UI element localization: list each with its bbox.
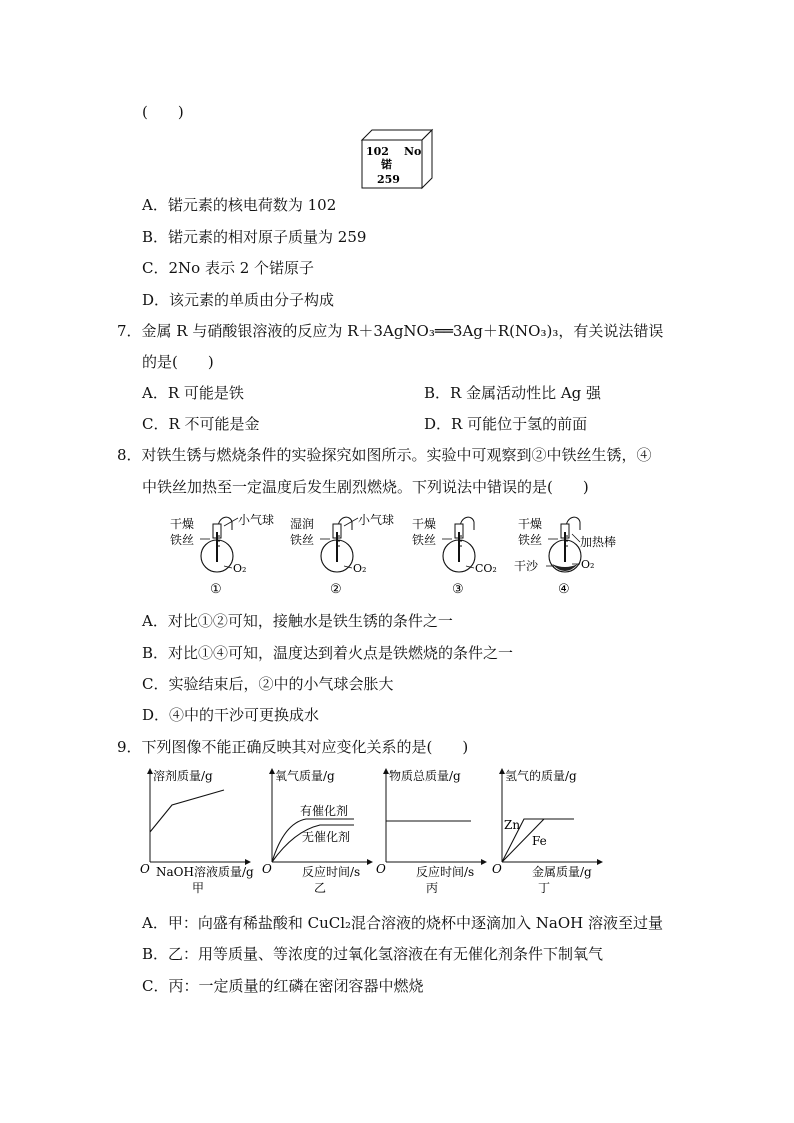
svg-text:O₂: O₂ xyxy=(233,562,247,575)
q7-stem-cont: 的是( ) xyxy=(142,353,214,371)
svg-text:NaOH溶液质量/g: NaOH溶液质量/g xyxy=(156,865,254,879)
svg-text:反应时间/s: 反应时间/s xyxy=(416,865,475,879)
q8-option-d: D．④中的干沙可更换成水 xyxy=(142,706,320,724)
q8-stem-cont: 中铁丝加热至一定温度后发生剧烈燃烧。下列说法中错误的是( ) xyxy=(142,478,589,496)
svg-text:铁丝: 铁丝 xyxy=(290,533,315,547)
q8-stem: 8．对铁生锈与燃烧条件的实验探究如图所示。实验中可观察到②中铁丝生锈，④ xyxy=(117,446,652,464)
svg-text:物质总质量/g: 物质总质量/g xyxy=(389,769,461,783)
svg-text:Zn: Zn xyxy=(504,818,521,832)
graphs-figure xyxy=(140,765,610,900)
graph-bing xyxy=(376,768,486,895)
graph-ding xyxy=(492,768,602,895)
graph-yi xyxy=(262,768,372,895)
svg-text:①: ① xyxy=(210,582,222,597)
svg-text:铁丝: 铁丝 xyxy=(170,533,195,547)
svg-text:甲: 甲 xyxy=(192,881,205,895)
apparatus-3 xyxy=(412,516,497,597)
svg-text:干燥: 干燥 xyxy=(412,517,437,531)
svg-text:O: O xyxy=(262,862,272,876)
q7-option-d: D．R 可能位于氢的前面 xyxy=(424,415,588,433)
svg-text:CO₂: CO₂ xyxy=(475,562,497,575)
svg-text:O: O xyxy=(492,862,502,876)
element-number: 102 xyxy=(366,145,389,158)
q6-option-c: C．2No 表示 2 个锘原子 xyxy=(142,259,315,277)
svg-text:铁丝: 铁丝 xyxy=(518,533,543,547)
q7-stem: 7．金属 R 与硝酸银溶液的反应为 R＋3AgNO₃══3Ag＋R(NO₃)₃，有关说法错误 xyxy=(117,322,664,340)
apparatus-figure xyxy=(160,508,630,600)
q9-option-c: C．丙：一定质量的红磷在密闭容器中燃烧 xyxy=(142,977,424,995)
svg-text:小气球: 小气球 xyxy=(358,513,395,527)
svg-text:氧气质量/g: 氧气质量/g xyxy=(275,769,335,783)
q9-option-a: A．甲：向盛有稀盐酸和 CuCl₂混合溶液的烧杯中逐滴加入 NaOH 溶液至过量 xyxy=(142,914,664,932)
q6-option-b: B．锘元素的相对原子质量为 259 xyxy=(142,228,367,246)
q7-option-a: A．R 可能是铁 xyxy=(142,384,244,402)
svg-text:反应时间/s: 反应时间/s xyxy=(302,865,361,879)
svg-text:铁丝: 铁丝 xyxy=(412,533,437,547)
svg-text:O₂: O₂ xyxy=(581,558,595,571)
svg-text:丁: 丁 xyxy=(538,881,551,895)
svg-text:溶剂质量/g: 溶剂质量/g xyxy=(153,769,213,783)
svg-text:有催化剂: 有催化剂 xyxy=(300,804,349,818)
svg-text:O₂: O₂ xyxy=(353,562,367,575)
q7-option-b: B．R 金属活动性比 Ag 强 xyxy=(424,384,602,402)
svg-text:乙: 乙 xyxy=(314,881,327,895)
svg-text:④: ④ xyxy=(558,582,570,597)
svg-text:干燥: 干燥 xyxy=(518,517,543,531)
q9-option-b: B．乙：用等质量、等浓度的过氧化氢溶液在有无催化剂条件下制氧气 xyxy=(142,945,604,963)
graph-jia xyxy=(140,768,254,895)
q7-option-c: C．R 不可能是金 xyxy=(142,415,260,433)
svg-text:O: O xyxy=(376,862,386,876)
q6-option-d: D．该元素的单质由分子构成 xyxy=(142,291,335,309)
svg-text:加热棒: 加热棒 xyxy=(580,535,617,549)
svg-text:丙: 丙 xyxy=(426,881,439,895)
svg-text:②: ② xyxy=(330,582,342,597)
q9-stem: 9．下列图像不能正确反映其对应变化关系的是( ) xyxy=(117,738,469,756)
question-6-bracket: ( ) xyxy=(142,103,184,121)
svg-text:O: O xyxy=(140,862,150,876)
apparatus-2 xyxy=(290,512,394,597)
svg-text:干沙: 干沙 xyxy=(514,559,539,573)
svg-text:干燥: 干燥 xyxy=(170,517,195,531)
svg-text:湿润: 湿润 xyxy=(290,517,315,531)
apparatus-4 xyxy=(514,516,616,597)
svg-text:Fe: Fe xyxy=(532,834,547,848)
q6-option-a: A．锘元素的核电荷数为 102 xyxy=(142,196,337,214)
element-symbol: No xyxy=(404,145,422,158)
element-mass: 259 xyxy=(377,173,400,186)
svg-text:③: ③ xyxy=(452,582,464,597)
q8-option-c: C．实验结束后，②中的小气球会胀大 xyxy=(142,675,394,693)
q8-option-b: B．对比①④可知，温度达到着火点是铁燃烧的条件之一 xyxy=(142,644,514,662)
svg-text:小气球: 小气球 xyxy=(238,513,275,527)
element-card xyxy=(360,128,434,190)
q8-option-a: A．对比①②可知，接触水是铁生锈的条件之一 xyxy=(142,612,453,630)
svg-text:金属质量/g: 金属质量/g xyxy=(532,865,592,879)
element-name: 锘 xyxy=(381,158,392,171)
apparatus-1 xyxy=(170,512,274,597)
svg-text:氢气的质量/g: 氢气的质量/g xyxy=(505,769,577,783)
svg-text:无催化剂: 无催化剂 xyxy=(302,830,351,844)
